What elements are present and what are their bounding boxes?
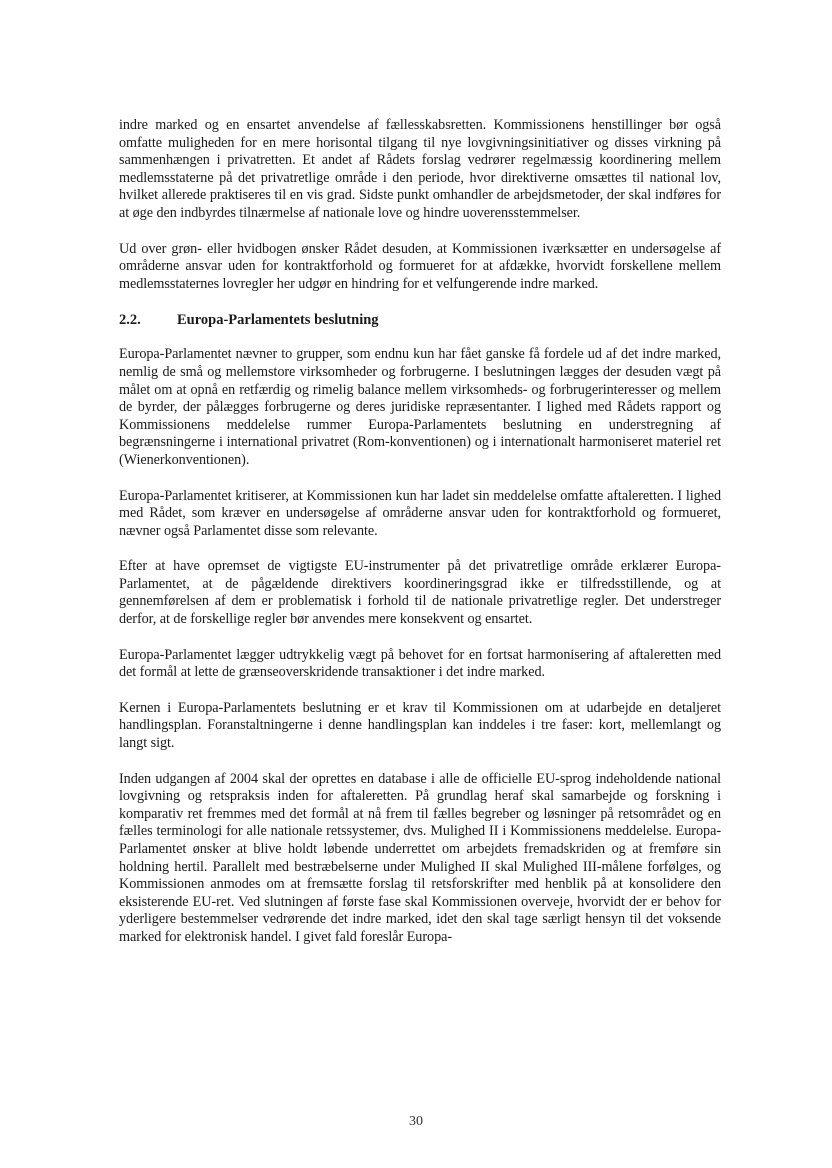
section-number: 2.2. bbox=[119, 312, 141, 329]
body-paragraph: Efter at have opremset de vigtigste EU-instrumenter på det privatretlige område erklærer Europa-Parlamentet, at de pågældende direktivers koordineringsgrad ikke er tilfredsstillende, og at gennemførelsen af dem er problematisk i forhold til de nationale privatretlige regler. Det understreger derfor, at de forskellige regler bør anvendes mere konsekvent og ensartet. bbox=[119, 558, 721, 628]
page-number: 30 bbox=[409, 1114, 423, 1129]
body-paragraph: Europa-Parlamentet kritiserer, at Kommissionen kun har ladet sin meddelelse omfatte aftaleretten. I lighed med Rådet, som kræver en undersøgelse af områderne ansvar uden for kontraktforhold og formueret, nævner også Parlamentet disse som relevante. bbox=[119, 487, 721, 539]
body-paragraph: Ud over grøn- eller hvidbogen ønsker Rådet desuden, at Kommissionen iværksætter en undersøgelse af områderne ansvar uden for kontraktforhold og formueret for at afdække, hvorvidt forskellene mellem medlemsstaternes lovregler her udgør en hindring for et velfungerende indre marked. bbox=[119, 240, 721, 292]
body-paragraph: Inden udgangen af 2004 skal der oprettes en database i alle de officielle EU-sprog indeholdende national lovgivning og retspraksis inden for aftaleretten. På grundlag heraf skal samarbejde og forskning i komparativ ret fremmes med det formål at nå frem til fælles begreber og løsninger på retsområdet og en fælles terminologi for alle nationale retssystemer, dvs. Mulighed II i Kommissionens meddelelse. Europa-Parlamentet ønsker at blive holdt løbende underrettet om arbejdets fremadskriden og at fremføre sin holdning hertil. Parallelt med bestræbelserne under Mulighed II skal Mulighed III-målene forfølges, og Kommissionen anmodes om at fremsætte forslag til retsforskrifter med henblik på at konsolidere den eksisterende EU-ret. Ved slutningen af første fase skal Kommissionen overveje, hvorvidt der er behov for yderligere bestemmelser vedrørende det indre marked, idet den skal tage særligt hensyn til det voksende marked for elektronisk handel. I givet fald foreslår Europa- bbox=[119, 770, 721, 945]
body-paragraph: Kernen i Europa-Parlamentets beslutning er et krav til Kommissionen om at udarbejde en detaljeret handlingsplan. Foranstaltningerne i denne handlingsplan kan inddeles i tre faser: kort, mellemlangt og langt sigt. bbox=[119, 699, 721, 752]
body-paragraph: Europa-Parlamentet lægger udtrykkelig vægt på behovet for en fortsat harmonisering af aftaleretten med det formål at lette de grænseoverskridende transaktioner i det indre marked. bbox=[119, 646, 721, 681]
section-heading bbox=[119, 311, 721, 329]
body-paragraph: indre marked og en ensartet anvendelse af fællesskabsretten. Kommissionens henstillinger bør også omfatte muligheden for en mere horisontal tilgang til nye lovgivningsinitiativer og disses virkning på sammenhængen i privatretten. Et andet af Rådets forslag vedrører regelmæssig koordinering mellem medlemsstaterne på det privatretlige område i den periode, hvor direktiverne omsættes til national lov, hvilket allerede praktiseres til en vis grad. Sidste punkt omhandler de arbejdsmetoder, der skal indføres for at øge den indbyrdes tilnærmelse af nationale love og hindre uoverensstemmelser. bbox=[119, 117, 721, 221]
section-title: Europa-Parlamentets beslutning bbox=[177, 312, 379, 329]
body-paragraph: Europa-Parlamentet nævner to grupper, som endnu kun har fået ganske få fordele ud af det indre marked, nemlig de små og mellemstore virksomheder og forbrugerne. I beslutningen lægges der desuden vægt på målet om at opnå en retfærdig og rimelig balance mellem virksomheds- og forbrugerinteresser og mellem de byrder, der pålægges forbrugerne og deres juridiske repræsentanter. I lighed med Rådets rapport og Kommissionens meddelelse rummer Europa-Parlamentets beslutning en understregning af begrænsningerne i international privatret (Rom-konventionen) og i internationalt harmoniseret materiel ret (Wienerkonventionen). bbox=[119, 346, 721, 468]
document-page bbox=[119, 117, 721, 965]
